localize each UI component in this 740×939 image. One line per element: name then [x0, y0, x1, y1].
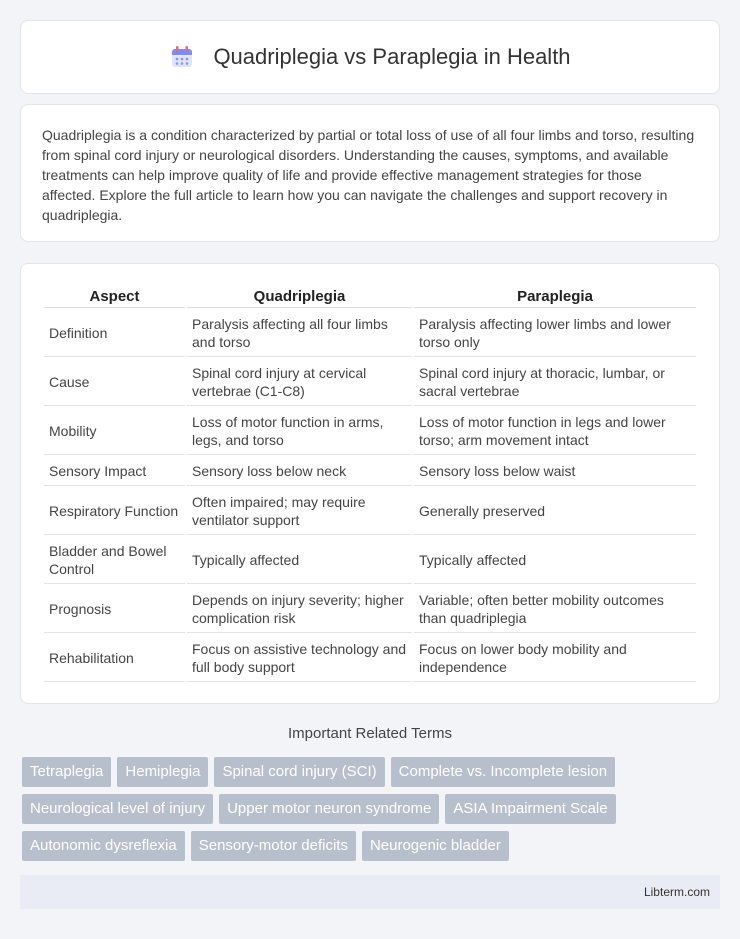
table-row — [44, 359, 696, 406]
cell-aspect: Cause — [44, 359, 185, 406]
title-wrap — [169, 44, 570, 70]
table-row — [44, 537, 696, 584]
cell-aspect: Bladder and Bowel Control — [44, 537, 185, 584]
tag-complete-vs-incomplete-lesion[interactable]: Complete vs. Incomplete lesion — [391, 757, 615, 787]
comparison-table-card — [20, 263, 720, 704]
tag-row — [22, 794, 722, 824]
cell-quadriplegia: Typically affected — [187, 537, 412, 584]
cell-paraplegia: Spinal cord injury at thoracic, lumbar, or sacral vertebrae — [414, 359, 696, 406]
cell-paraplegia: Generally preserved — [414, 488, 696, 535]
header-card — [20, 20, 720, 94]
tag-upper-motor-neuron[interactable]: Upper motor neuron syndrome — [219, 794, 439, 824]
tag-sensory-motor-deficits[interactable]: Sensory-motor deficits — [191, 831, 356, 861]
cell-quadriplegia: Focus on assistive technology and full body support — [187, 635, 412, 682]
table-row — [44, 310, 696, 357]
cell-aspect: Respiratory Function — [44, 488, 185, 535]
cell-aspect: Sensory Impact — [44, 457, 185, 486]
cell-paraplegia: Focus on lower body mobility and independence — [414, 635, 696, 682]
tag-tetraplegia[interactable]: Tetraplegia — [22, 757, 111, 787]
cell-quadriplegia: Often impaired; may require ventilator support — [187, 488, 412, 535]
tag-hemiplegia[interactable]: Hemiplegia — [117, 757, 208, 787]
table-header-row — [44, 286, 696, 308]
cell-aspect: Rehabilitation — [44, 635, 185, 682]
intro-text: Quadriplegia is a condition characterized by partial or total loss of use of all four limbs and torso, resulting from spinal cord injury or neurological disorders. Understanding the causes, symptoms, and available treatments can help improve quality of life and provide effective management strategies for those affected. Explore the full article to learn how you can navigate the challenges and support recovery in quadriplegia. — [42, 127, 695, 223]
table-row — [44, 635, 696, 682]
cell-paraplegia: Paralysis affecting lower limbs and lower torso only — [414, 310, 696, 357]
cell-quadriplegia: Sensory loss below neck — [187, 457, 412, 486]
cell-paraplegia: Typically affected — [414, 537, 696, 584]
table-row — [44, 457, 696, 486]
cell-quadriplegia: Spinal cord injury at cervical vertebrae (C1-C8) — [187, 359, 412, 406]
footer — [20, 875, 720, 909]
table-row — [44, 408, 696, 455]
cell-aspect: Prognosis — [44, 586, 185, 633]
cell-paraplegia: Loss of motor function in legs and lower torso; arm movement intact — [414, 408, 696, 455]
tag-neurological-level[interactable]: Neurological level of injury — [22, 794, 213, 824]
cell-aspect: Mobility — [44, 408, 185, 455]
cell-quadriplegia: Paralysis affecting all four limbs and torso — [187, 310, 412, 357]
tag-row — [22, 831, 722, 861]
cell-quadriplegia: Loss of motor function in arms, legs, and torso — [187, 408, 412, 455]
cell-quadriplegia: Depends on injury severity; higher complication risk — [187, 586, 412, 633]
header-paraplegia: Paraplegia — [414, 286, 696, 308]
tag-autonomic-dysreflexia[interactable]: Autonomic dysreflexia — [22, 831, 185, 861]
footer-site[interactable]: Libterm.com — [643, 885, 710, 899]
tag-neurogenic-bladder[interactable]: Neurogenic bladder — [362, 831, 509, 861]
related-terms-title: Important Related Terms — [288, 725, 452, 742]
intro-card — [20, 104, 720, 242]
cell-paraplegia: Variable; often better mobility outcomes than quadriplegia — [414, 586, 696, 633]
tag-asia-scale[interactable]: ASIA Impairment Scale — [445, 794, 615, 824]
calendar-icon — [169, 44, 195, 70]
comparison-table — [42, 284, 698, 684]
table-row — [44, 488, 696, 535]
tag-row — [22, 757, 722, 787]
tag-spinal-cord-injury[interactable]: Spinal cord injury (SCI) — [214, 757, 384, 787]
cell-aspect: Definition — [44, 310, 185, 357]
header-aspect: Aspect — [44, 286, 185, 308]
page-title: Quadriplegia vs Paraplegia in Health — [213, 44, 571, 69]
header-quadriplegia: Quadriplegia — [187, 286, 412, 308]
cell-paraplegia: Sensory loss below waist — [414, 457, 696, 486]
related-terms-tags — [22, 757, 722, 868]
table-row — [44, 586, 696, 633]
